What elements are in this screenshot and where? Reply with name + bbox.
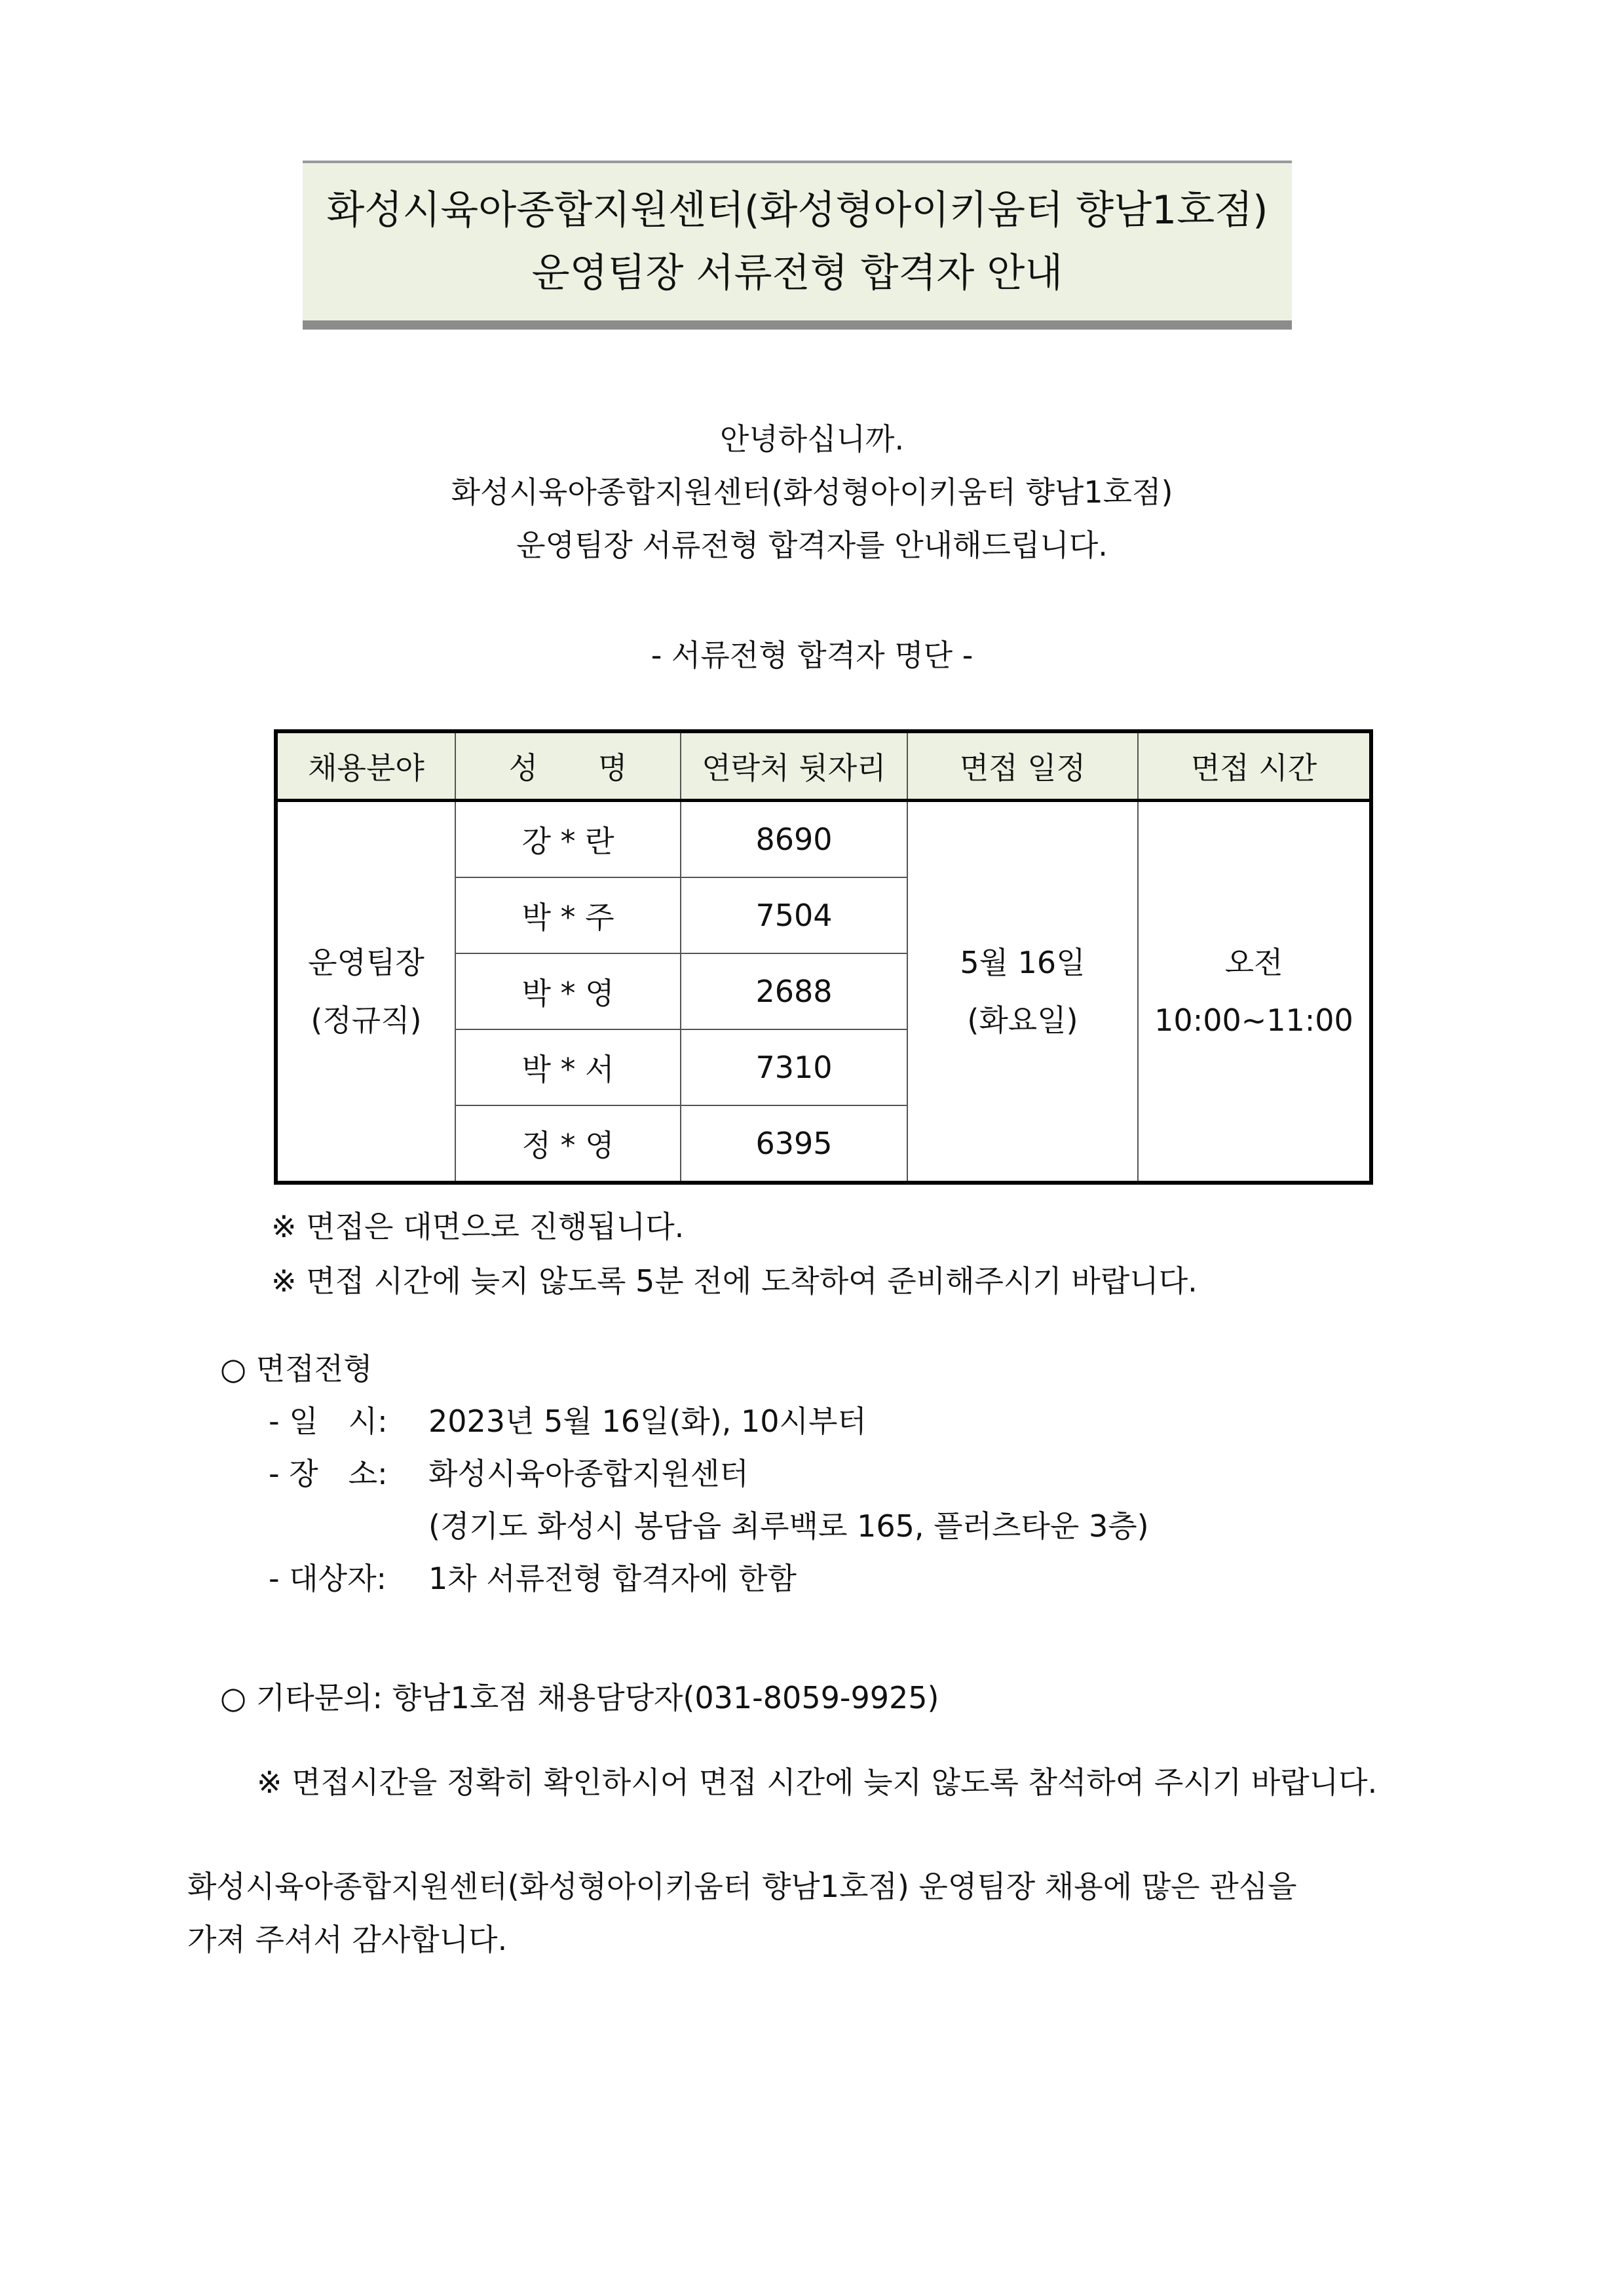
name-cell: 박 * 서 (455, 1029, 681, 1105)
greeting-line-1: 안녕하십니까. (719, 421, 905, 457)
title-line-2: 운영팀장 서류전형 합격자 안내 (531, 250, 1063, 296)
name-cell: 강 * 란 (455, 801, 681, 878)
contact-heading: ○ 기타문의: 향남1호점 채용담당자(031-8059-9925) (220, 1680, 939, 1715)
interview-place-value-1: 화성시육아종합지원센터 (428, 1456, 749, 1491)
phone-cell: 2688 (681, 953, 907, 1029)
phone-cell: 8690 (681, 801, 907, 878)
phone-cell: 7504 (681, 877, 907, 953)
greeting-line-2: 화성시육아종합지원센터(화성형아이키움터 향남1호점) (451, 474, 1173, 510)
header-date: 면접 일정 (907, 731, 1138, 801)
interview-date-label: - 일 시: (269, 1404, 388, 1439)
interview-date-value: 2023년 5월 16일(화), 10시부터 (428, 1404, 867, 1439)
header-phone: 연락처 뒷자리 (681, 731, 907, 801)
table-row (276, 801, 1371, 878)
interview-place-value-2: (경기도 화성시 봉담읍 최루백로 165, 플러츠타운 3층) (428, 1508, 1149, 1544)
closing-line-1: 화성시육아종합지원센터(화성형아이키움터 향남1호점) 운영팀장 채용에 많은 관심을 (187, 1869, 1297, 1904)
title-box (303, 161, 1292, 330)
name-cell: 박 * 영 (455, 953, 681, 1029)
header-name: 성 명 (455, 731, 681, 801)
phone-cell: 7310 (681, 1029, 907, 1105)
list-title: - 서류전형 합격자 명단 - (651, 638, 973, 673)
header-time: 면접 시간 (1138, 731, 1371, 801)
title-line-1: 화성시육아종합지원센터(화성형아이키움터 향남1호점) (326, 187, 1268, 233)
note-2: ※ 면접 시간에 늦지 않도록 5분 전에 도착하여 준비해주시기 바랍니다. (271, 1263, 1198, 1299)
roster-table (274, 729, 1373, 1185)
field-cell (276, 801, 455, 1183)
time-line-2: 10:00~11:00 (1154, 1003, 1353, 1038)
interview-target-value: 1차 서류전형 합격자에 한함 (428, 1561, 797, 1596)
name-cell: 박 * 주 (455, 877, 681, 953)
header-field: 채용분야 (276, 731, 455, 801)
closing-line-2: 가져 주셔서 감사합니다. (187, 1922, 508, 1957)
name-cell: 정 * 영 (455, 1105, 681, 1183)
time-cell (1138, 801, 1371, 1183)
date-line-1: 5월 16일 (960, 945, 1086, 980)
interview-target-label: - 대상자: (269, 1561, 387, 1596)
date-cell (907, 801, 1138, 1183)
field-line-1: 운영팀장 (308, 945, 425, 980)
table-header-row (276, 731, 1371, 801)
note-1: ※ 면접은 대면으로 진행됩니다. (271, 1209, 685, 1244)
contact-note: ※ 면접시간을 정확히 확인하시어 면접 시간에 늦지 않도록 참석하여 주시기 바랍니다. (257, 1765, 1378, 1800)
time-line-1: 오전 (1224, 945, 1283, 980)
field-line-2: (정규직) (311, 1003, 422, 1038)
phone-cell: 6395 (681, 1105, 907, 1183)
interview-heading: ○ 면접전형 (220, 1351, 373, 1387)
date-line-2: (화요일) (967, 1003, 1078, 1038)
greeting-line-3: 운영팀장 서류전형 합격자를 안내해드립니다. (516, 527, 1108, 563)
interview-place-label: - 장 소: (269, 1456, 388, 1491)
